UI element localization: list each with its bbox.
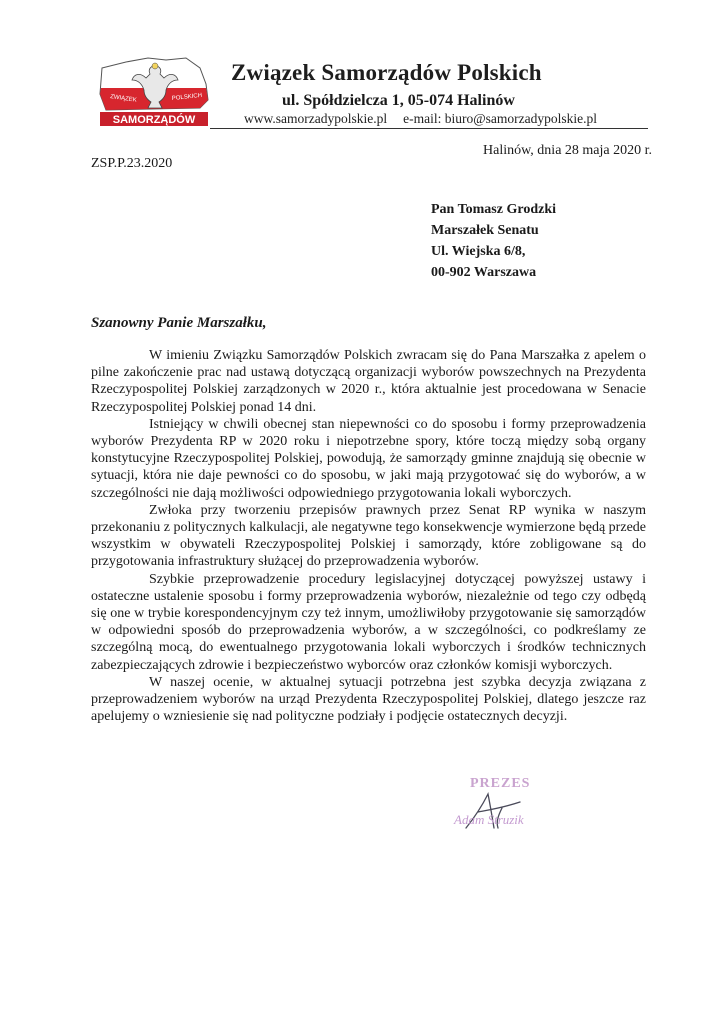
body-paragraph: W imieniu Związku Samorządów Polskich zwracam się do Pana Marszałka z apelem o pilne zakończenie prac nad ustawą dotyczącą organizacji wyborów powszechnych na Prezydenta Rzeczypospolitej Polskiej zarządzonych w 2020 r., która aktualnie jest procedowana w Senacie Rzeczypospolitej Polskiej ponad 14 dni. xyxy=(91,348,646,415)
letter-body xyxy=(91,347,646,725)
addressee-title: Marszałek Senatu xyxy=(431,223,539,238)
date-line: Halinów, dnia 28 maja 2020 r. xyxy=(483,143,653,158)
salutation: Szanowny Panie Marszałku, xyxy=(91,315,267,331)
reference-number: ZSP.P.23.2020 xyxy=(91,156,173,171)
addressee-city: 00-902 Warszawa xyxy=(431,265,537,280)
svg-text:SAMORZĄDÓW: SAMORZĄDÓW xyxy=(112,114,196,126)
organization-name: Związek Samorządów Polskich xyxy=(231,60,542,85)
stamp-title: PREZES xyxy=(470,776,531,791)
stamp-signatory-name: Adam Struzik xyxy=(454,812,524,827)
email-link[interactable]: e-mail: biuro@samorzadypolskie.pl xyxy=(403,111,597,126)
svg-text:ZWIĄZEK: ZWIĄZEK xyxy=(109,94,137,104)
body-paragraph: Istniejący w chwili obecnej stan niepewności co do sposobu i formy przeprowadzenia wyborów Prezydenta RP w 2020 roku i niepotrzebne spory, które toczą między sobą organy konstytucyjne Rzeczypospolitej Polskiej, powodują, że samorządy gminne znajdują się obecnie w sytuacji, która nie daje pewności co do sposobu, w jaki mają przygotować się do wyborów, a w szczególności nie dają możliwości odpowiedniego przygotowania lokali wyborczych. xyxy=(91,416,646,501)
contact-info xyxy=(244,111,597,127)
addressee-block xyxy=(431,199,556,283)
body-paragraph: Zwłoka przy tworzeniu przepisów prawnych przez Senat RP wynika w naszym przekonaniu z politycznych kalkulacji, ale negatywne tego konsekwencje wymierzone będą przede wszystkim w obywateli Rzeczypospolitej Polskiej i samorządy, które zobligowane są do przygotowania infrastruktury służącej do przeprowadzenia wyborów. xyxy=(91,502,646,570)
organization-logo xyxy=(96,54,214,128)
body-paragraph: Szybkie przeprowadzenie procedury legislacyjnej dotyczącej powyższej ustawy i ostateczne ustalenie sposobu i formy przeprowadzenia wyborów, niezależnie od tego czy odbędą się one w trybie korespondencyjnym czy też innym, umożliwiłoby przygotowanie się samorządów w odpowiedni sposób do przeprowadzenia wyborów, a w szczególności, co podkreślamy ze szczególną mocą, do ewentualnego przygotowania lokali wyborczych i środków technicznych zabezpieczających zdrowie i bezpieczeństwo wyborców oraz członków komisji wyborczych. xyxy=(91,571,646,673)
organization-address: ul. Spółdzielcza 1, 05-074 Halinów xyxy=(282,92,515,109)
svg-text:POLSKICH: POLSKICH xyxy=(171,92,203,102)
header-divider xyxy=(210,128,648,129)
addressee-name: Pan Tomasz Grodzki xyxy=(431,202,556,217)
addressee-street: Ul. Wiejska 6/8, xyxy=(431,244,526,259)
website-link[interactable]: www.samorzadypolskie.pl xyxy=(244,111,388,126)
body-paragraph: W naszej ocenie, w aktualnej sytuacji potrzebna jest szybka decyzja związana z przeprowadzeniem wyborów na urząd Prezydenta Rzeczypospolitej Polskiej, dlatego jeszcze raz apelujemy o wzniesienie się nad polityczne podziały i podjęcie ostatecznych decyzji. xyxy=(91,674,646,725)
